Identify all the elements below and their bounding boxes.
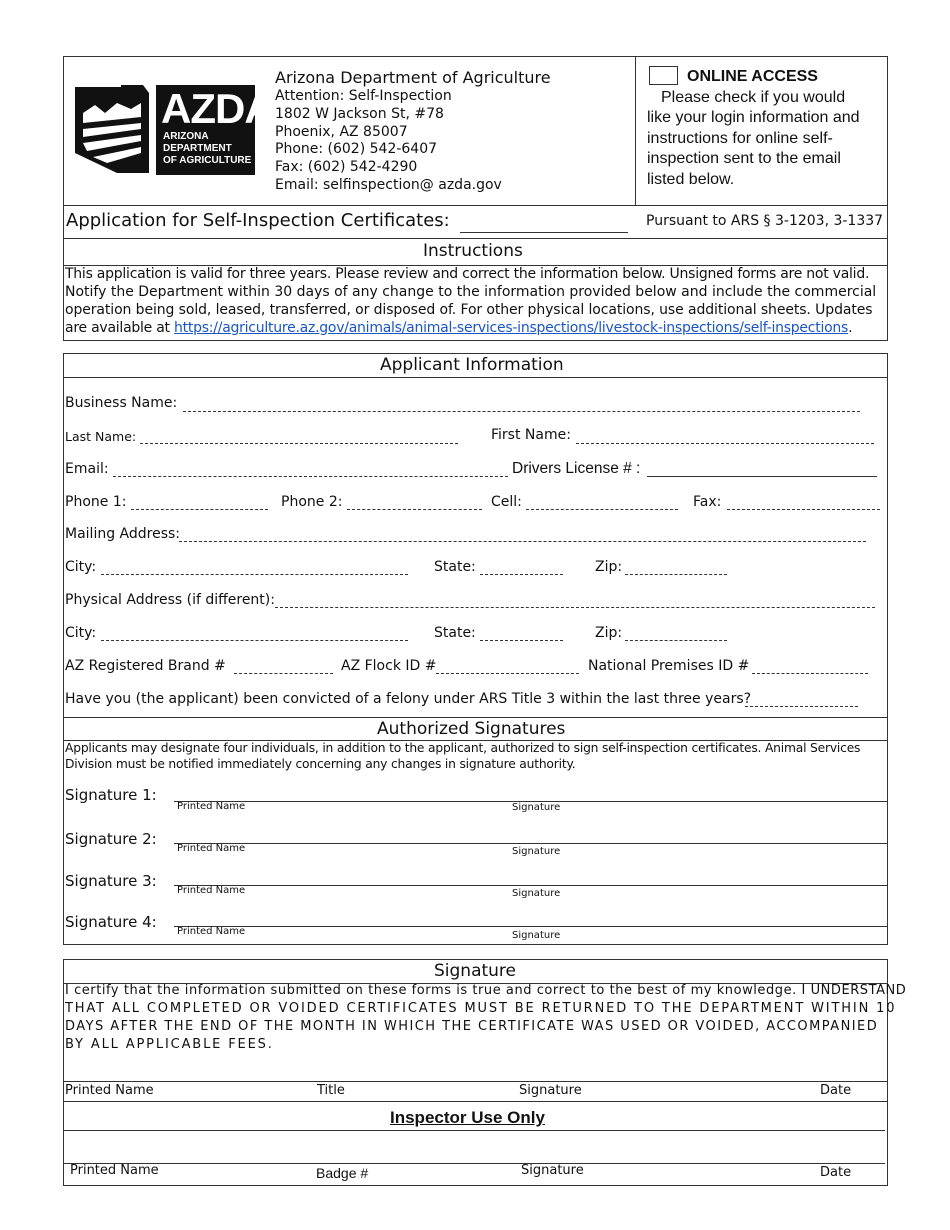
city-line: Phoenix, AZ 85007: [275, 124, 408, 140]
fax-field[interactable]: [727, 509, 880, 510]
online-access-text-4: inspection sent to the email: [647, 150, 841, 167]
phone-line: Phone: (602) 542-6407: [275, 141, 438, 157]
inspector-heading-rule: [63, 1130, 885, 1131]
email-label: Email:: [65, 461, 109, 477]
inspector-top-rule: [63, 1101, 887, 1102]
application-title: Application for Self-Inspection Certificates:: [66, 210, 450, 231]
physical-address-field[interactable]: [275, 607, 875, 608]
online-access-text-3: instructions for online self-: [647, 130, 833, 147]
authorized-top-rule: [63, 717, 887, 718]
mailing-address-field[interactable]: [179, 541, 866, 542]
state-field[interactable]: [480, 574, 563, 575]
signature-3-line[interactable]: [174, 885, 887, 886]
instructions-line-1: This application is valid for three years. Please review and correct the information below. Unsigned forms are not valid.: [65, 266, 870, 282]
signature-2-label: Signature 2:: [65, 830, 157, 848]
authorized-text-2: Division must be notified immediately concerning any changes in signature authority.: [65, 757, 576, 771]
signature-3-label: Signature 3:: [65, 872, 157, 890]
cell-field[interactable]: [526, 509, 678, 510]
premises-field[interactable]: [752, 673, 868, 674]
cert-line-2: THAT ALL COMPLETED OR VOIDED CERTIFICATES MUST BE RETURNED TO THE DEPARTMENT WITHIN 10: [65, 1001, 897, 1016]
applicant-printed-name-label: Printed Name: [65, 1083, 154, 1098]
signature-3-signature: Signature: [512, 888, 561, 899]
city2-label: City:: [65, 625, 97, 641]
authorized-heading: Authorized Signatures: [377, 719, 566, 739]
felony-answer-field[interactable]: [745, 706, 858, 707]
online-access-text-2: like your login information and: [647, 109, 860, 126]
applicant-box: [63, 353, 888, 945]
cell-label: Cell:: [491, 494, 522, 510]
instructions-heading: Instructions: [423, 241, 523, 261]
applicant-date-label: Date: [820, 1083, 852, 1098]
azda-logo: [73, 83, 274, 175]
signature-heading: Signature: [434, 961, 517, 981]
applicant-signature-label: Signature: [519, 1083, 582, 1098]
cert-line-3: DAYS AFTER THE END OF THE MONTH IN WHICH THE CERTIFICATE WAS USED OR VOIDED, ACCOMPANIED: [65, 1019, 879, 1034]
inspector-heading: Inspector Use Only: [390, 1108, 545, 1127]
first-name-field[interactable]: [576, 443, 874, 444]
felony-question: Have you (the applicant) been convicted of a felony under ARS Title 3 within the last three years?: [65, 691, 752, 707]
last-name-field[interactable]: [140, 443, 458, 444]
application-number-field[interactable]: [460, 232, 628, 233]
phone1-field[interactable]: [131, 509, 268, 510]
logo-text: AZDA: [161, 85, 274, 132]
brand-field[interactable]: [234, 673, 333, 674]
signature-1-printed: Printed Name: [177, 801, 246, 812]
signature-4-label: Signature 4:: [65, 913, 157, 931]
flock-field[interactable]: [436, 673, 579, 674]
online-access-text-1: Please check if you would: [661, 89, 846, 106]
applicant-title-label: Title: [317, 1083, 345, 1098]
state2-label: State:: [434, 625, 476, 641]
online-access-checkbox[interactable]: [649, 66, 678, 85]
instructions-suffix: .: [848, 320, 853, 336]
zip2-field[interactable]: [625, 640, 727, 641]
state2-field[interactable]: [480, 640, 563, 641]
logo-subtext-1: ARIZONA: [163, 131, 209, 142]
pursuant-text: Pursuant to ARS § 3-1203, 3-1337: [646, 213, 884, 229]
email-field[interactable]: [113, 476, 508, 477]
department-name: Arizona Department of Agriculture: [275, 68, 551, 87]
city-label: City:: [65, 559, 97, 575]
authorized-text-1: Applicants may designate four individuals, in addition to the applicant, authorized to sign self-inspection certificates. Animal Services: [65, 741, 861, 755]
attention-line: Attention: Self-Inspection: [275, 88, 452, 104]
signature-1-label: Signature 1:: [65, 786, 157, 804]
zip2-label: Zip:: [595, 625, 623, 641]
city2-field[interactable]: [101, 640, 408, 641]
instructions-prefix: are available at: [65, 320, 175, 336]
signature-1-signature: Signature: [512, 802, 561, 813]
premises-label: National Premises ID #: [588, 658, 750, 674]
fax-line: Fax: (602) 542-4290: [275, 159, 418, 175]
instructions-line-3: operation being sold, leased, transferred, or disposed of. For other physical locations, use additional sheets. Updates: [65, 302, 873, 318]
mailing-address-label: Mailing Address:: [65, 526, 181, 542]
first-name-label: First Name:: [491, 427, 571, 443]
signature-4-line[interactable]: [174, 926, 887, 927]
instructions-line-4: [65, 320, 852, 336]
signature-3-printed: Printed Name: [177, 885, 246, 896]
online-access-title: ONLINE ACCESS: [687, 68, 818, 85]
inspector-signature-line[interactable]: [63, 1163, 885, 1164]
email-line: Email: selfinspection@ azda.gov: [275, 177, 502, 193]
inspector-badge-label: Badge #: [316, 1165, 369, 1181]
signature-2-signature: Signature: [512, 846, 561, 857]
signature-2-line[interactable]: [174, 843, 887, 844]
phone2-label: Phone 2:: [281, 494, 343, 510]
business-name-field[interactable]: [183, 411, 860, 412]
street-line: 1802 W Jackson St, #78: [275, 106, 444, 122]
inspector-printed-name-label: Printed Name: [70, 1163, 159, 1178]
phone2-field[interactable]: [347, 509, 482, 510]
physical-address-label: Physical Address (if different):: [65, 592, 275, 608]
logo-subtext-2: DEPARTMENT: [163, 143, 232, 154]
state-label: State:: [434, 559, 476, 575]
last-name-label: Last Name:: [65, 429, 137, 444]
signature-4-printed: Printed Name: [177, 926, 246, 937]
online-access-text-5: listed below.: [647, 171, 735, 188]
drivers-license-field[interactable]: [647, 476, 877, 477]
applicant-heading: Applicant Information: [380, 355, 564, 375]
fax-label: Fax:: [693, 494, 722, 510]
inspector-date-label: Date: [820, 1165, 852, 1180]
phone1-label: Phone 1:: [65, 494, 127, 510]
cert-line-1: I certify that the information submitted on these forms is true and correct to the best of my knowledge. I UNDERSTAND: [65, 983, 907, 998]
flock-label: AZ Flock ID #: [341, 658, 437, 674]
signature-2-printed: Printed Name: [177, 843, 246, 854]
business-name-label: Business Name:: [65, 395, 178, 411]
instructions-line-2: Notify the Department within 30 days of any change to the information provided below and include the commercial: [65, 284, 877, 300]
cert-line-4: BY ALL APPLICABLE FEES.: [65, 1037, 274, 1052]
drivers-license-label: Drivers License # :: [512, 460, 641, 477]
self-inspections-link[interactable]: https://agriculture.az.gov/animals/animal-services-inspections/livestock-inspections/self-inspections: [174, 320, 849, 336]
header-divider: [635, 56, 636, 206]
city-field[interactable]: [101, 574, 408, 575]
logo-subtext-3: OF AGRICULTURE: [163, 155, 252, 166]
inspector-signature-label: Signature: [521, 1163, 584, 1178]
applicant-signature-line[interactable]: [63, 1081, 887, 1082]
zip-field[interactable]: [625, 574, 727, 575]
signature-4-signature: Signature: [512, 930, 561, 941]
zip-label: Zip:: [595, 559, 623, 575]
brand-label: AZ Registered Brand #: [65, 658, 226, 674]
applicant-rule: [63, 377, 887, 378]
